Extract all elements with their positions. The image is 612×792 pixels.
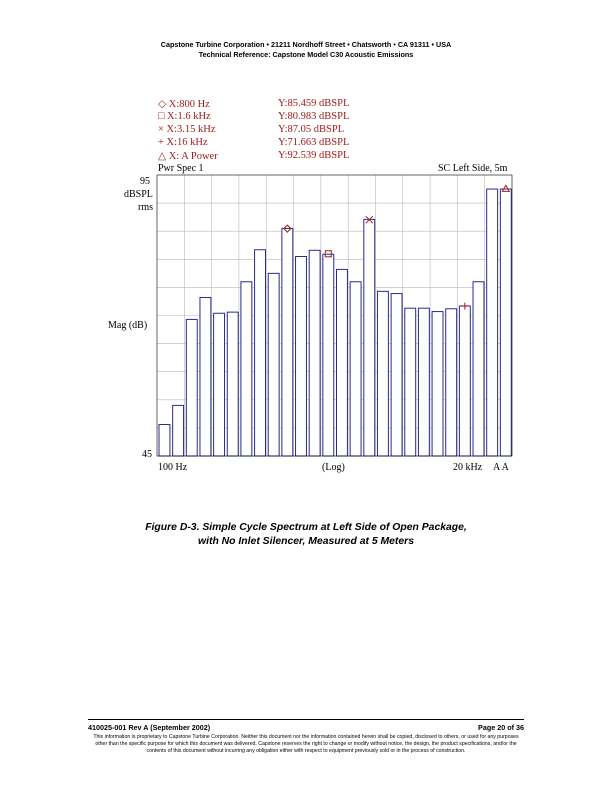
- bar-800-hz: [282, 228, 293, 456]
- bar-1.25-khz: [309, 250, 320, 456]
- bar-500-hz: [255, 250, 266, 456]
- caption-line: Figure D-3. Simple Cycle Spectrum at Left Side of Open Package,: [145, 522, 467, 533]
- document-revision: 410025-001 Rev A (September 2002): [88, 723, 211, 732]
- bar-1.6-khz: [323, 254, 334, 456]
- legend-y-value: Y:87.05 dBSPL: [278, 124, 345, 135]
- cross-marker-icon: ×: [158, 124, 164, 135]
- diamond-marker-icon: ◇: [158, 99, 167, 110]
- bar-200-hz: [200, 298, 211, 456]
- page-number: Page 20 of 36: [478, 723, 524, 732]
- bar-12.5-khz: [446, 309, 457, 456]
- footer-divider: [88, 719, 524, 720]
- chart-title-right: SC Left Side, 5m: [438, 163, 508, 174]
- bar-100-hz: [159, 425, 170, 456]
- y-unit-label: dBSPL: [124, 189, 153, 200]
- x-label-start: 100 Hz: [158, 462, 188, 473]
- bar-2-khz: [337, 269, 348, 456]
- legend-x-value: X: A Power: [168, 151, 218, 162]
- square-marker-icon: □: [158, 111, 165, 122]
- legend-y-value: Y:85.459 dBSPL: [278, 98, 350, 109]
- bar-5-khz: [391, 294, 402, 456]
- bar-20-khz: [473, 282, 484, 456]
- legend-x-value: X:1.6 kHz: [166, 111, 211, 122]
- bar-4-khz: [377, 291, 388, 456]
- bar-1-khz: [296, 256, 307, 456]
- legend-x-value: X:16 kHz: [166, 137, 208, 148]
- bar-630-hz: [268, 273, 279, 456]
- y-tick-top: 95: [140, 176, 150, 187]
- bar-160-hz: [186, 319, 197, 456]
- legend-y-value: Y:92.539 dBSPL: [278, 150, 350, 161]
- bar-8-khz: [418, 308, 429, 456]
- header-document-title: Technical Reference: Capstone Model C30 Acoustic Emissions: [198, 50, 414, 59]
- legend-y-value: Y:71.663 dBSPL: [278, 137, 350, 148]
- legend-x-value: X:800 Hz: [168, 99, 210, 110]
- bar-3.15-khz: [364, 219, 375, 456]
- caption-line: with No Inlet Silencer, Measured at 5 Meters: [198, 536, 414, 547]
- bar-125-hz: [173, 405, 184, 456]
- bar-400-hz: [241, 282, 252, 456]
- y-unit-rms-label: rms: [138, 202, 153, 213]
- header-company-address: Capstone Turbine Corporation • 21211 Nordhoff Street • Chatsworth • CA 91311 • USA: [160, 40, 452, 49]
- bar-315-hz: [227, 312, 238, 456]
- bar-a-power: [500, 189, 511, 456]
- bar-2.5-khz: [350, 282, 361, 456]
- legend-x-value: X:3.15 kHz: [166, 124, 216, 135]
- bar-a: [487, 189, 498, 456]
- x-label-log: (Log): [322, 462, 345, 473]
- triangle-marker-icon: △: [158, 151, 167, 162]
- y-tick-bottom: 45: [142, 449, 152, 460]
- plus-marker-icon: +: [158, 137, 164, 148]
- chart-title-left: Pwr Spec 1: [158, 163, 204, 174]
- x-label-end: 20 kHz: [453, 462, 483, 473]
- y-axis-label: Mag (dB): [108, 320, 148, 331]
- proprietary-disclaimer: This information is proprietary to Capstone Turbine Corporation. Neither this document nor the information contained herein shall be copied, disclosed to others, or used for any purposes other than the specific purpose for which this document was delivered. Capstone reserves the right to change or modify without notice, the design, the product specifications, and/or the contents of this document without incurring any obligation either with respect to equipment previously sold or in the process of construction.: [93, 734, 519, 754]
- legend-y-value: Y:80.983 dBSPL: [278, 111, 350, 122]
- bar-10-khz: [432, 312, 443, 456]
- figure-caption: [0, 521, 612, 549]
- x-label-a-weighting: A A: [493, 462, 509, 473]
- bar-250-hz: [214, 313, 225, 456]
- bar-6.3-khz: [405, 308, 416, 456]
- bar-16-khz: [459, 306, 470, 456]
